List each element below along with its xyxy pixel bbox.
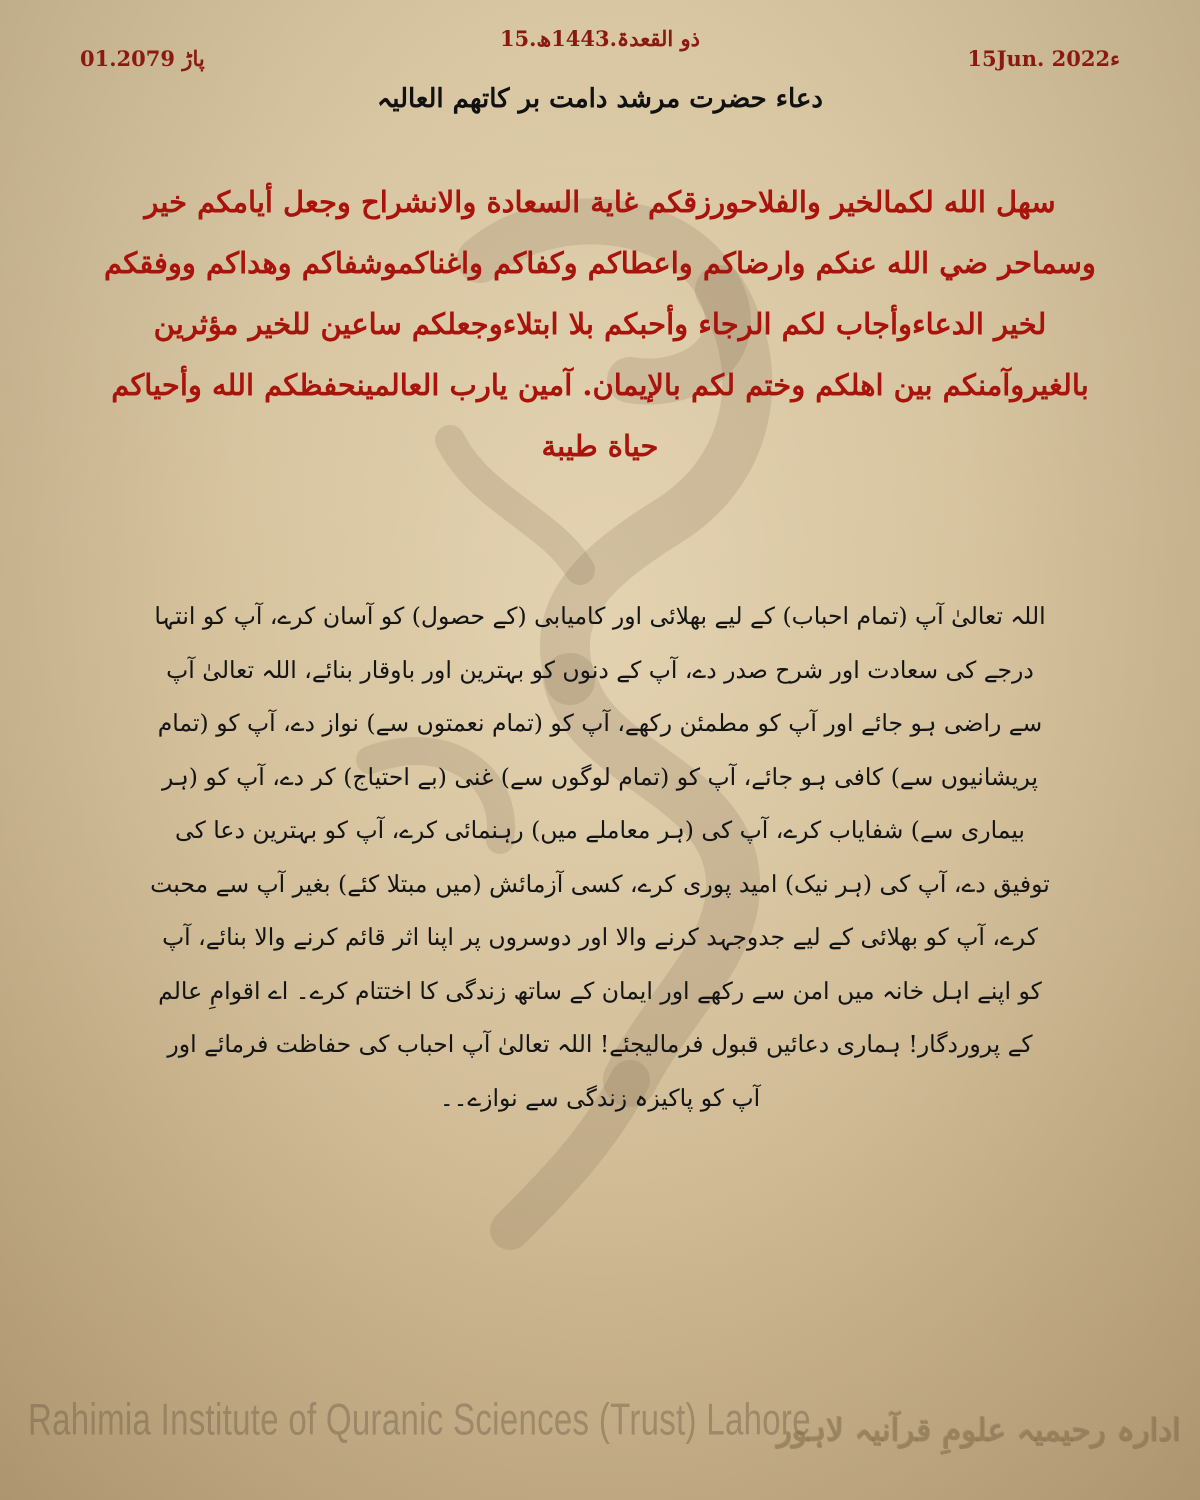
gregorian-date: 15Jun. 2022ء <box>967 46 1120 71</box>
arabic-dua-text: سهل الله لكمالخير والفلاحورزقكم غاية السعادة والانشراح وجعل أيامكم خير وسماحر ضي الله عنكم وارضاكم واعطاكم وكفاكم واغناكموشفاكم وهداكم ووفقكم لخير الدعاءوأجاب لكم الرجاء وأحبكم بلا ابتلاءوجعلكم ساعين للخير مؤثرين بالغيروآمنكم بين اهلكم وختم لكم بالإيمان. آمين يارب العالمينحفظكم الله وأحياكم حياة طيبة <box>104 185 1096 463</box>
institute-name-english: Rahimia Institute of Quranic Sciences (Trust) Lahore <box>28 1394 811 1444</box>
hijri-date: 15.ذو القعدۃ.1443ھ <box>499 26 701 51</box>
para-number: 01.پاڑ 2079 <box>80 46 205 71</box>
page-title: دعاء حضرت مرشد دامت بر کاتھم العالیہ <box>377 84 823 114</box>
urdu-translation-text: اللہ تعالیٰ آپ (تمام احباب) کے لیے بھلائی اور کامیابی (کے حصول) کو آسان کرے، آپ کو انتہا درجے کی سعادت اور شرح صدر دے، آپ کے دنوں کو بہترین اور باوقار بنائے، اللہ تعالیٰ آپ سے راضی ہو جائے اور آپ کو مطمئن رکھے، آپ کو (تمام نعمتوں سے) نواز دے، آپ کو (تمام پریشانیوں سے) کافی ہو جائے، آپ کو (تمام لوگوں سے) غنی (بے احتیاج) کر دے، آپ کو (ہر بیماری سے) شفایاب کرے، آپ کی (ہر معاملے میں) رہنمائی کرے، آپ کو بہترین دعا کی توفیق دے، آپ کی (ہر نیک) امید پوری کرے، کسی آزمائش (میں مبتلا کئے) بغیر آپ سے محبت کرے، آپ کو بھلائی کے لیے جدوجہد کرنے والا اور دوسروں پر اپنا اثر قائم کرنے والا بنائے، آپ کو اپنے اہل خانہ میں امن سے رکھے اور ایمان کے ساتھ زندگی کا اختتام کرے۔ اے اقوامِ عالم کے پروردگار! ہماری دعائیں قبول فرمالیجئے! اللہ تعالیٰ آپ احباب کی حفاظت فرمائے اور آپ کو پاکیزہ زندگی سے نوازے۔۔ <box>150 602 1050 1112</box>
institute-name-urdu-logo: ادارہ رحیمیہ علومِ قرآنیہ لاہور <box>776 1412 1180 1448</box>
